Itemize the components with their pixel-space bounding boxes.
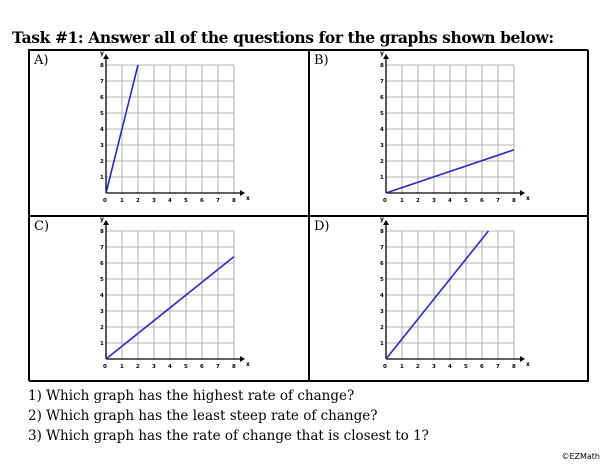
x-tick-label: 2 xyxy=(136,198,140,204)
x-tick-label: 8 xyxy=(232,198,236,204)
y-tick-label: 8 xyxy=(100,229,104,235)
x-tick-label: 4 xyxy=(168,364,172,370)
y-tick-label: 1 xyxy=(380,341,384,347)
y-tick-label: 8 xyxy=(380,63,384,69)
x-tick-label: 5 xyxy=(464,198,468,204)
y-tick-label: 1 xyxy=(100,341,104,347)
y-tick-label: 2 xyxy=(380,159,384,165)
y-tick-label: 6 xyxy=(100,95,104,101)
y-tick-label: 7 xyxy=(380,79,384,85)
graph-a xyxy=(30,51,308,215)
y-tick-label: 3 xyxy=(380,143,384,149)
graph-label-d: D) xyxy=(314,219,330,234)
x-tick-label: 3 xyxy=(432,364,436,370)
x-tick-label: 0 xyxy=(103,364,107,370)
x-tick-label: 0 xyxy=(383,198,387,204)
x-tick-label: 3 xyxy=(432,198,436,204)
questions-list xyxy=(28,386,429,446)
graph-c xyxy=(30,217,308,381)
x-tick-label: 6 xyxy=(200,364,204,370)
x-tick-label: 1 xyxy=(400,364,404,370)
x-tick-label: 1 xyxy=(400,198,404,204)
x-tick-label: 2 xyxy=(136,364,140,370)
y-tick-label: 1 xyxy=(100,175,104,181)
x-tick-label: 8 xyxy=(232,364,236,370)
question-2: 2) Which graph has the least steep rate of change? xyxy=(28,408,378,424)
x-axis-arrow xyxy=(520,356,525,362)
y-axis-label: y xyxy=(100,217,104,223)
x-tick-label: 0 xyxy=(103,198,107,204)
graph-d xyxy=(310,217,588,381)
x-tick-label: 4 xyxy=(448,364,452,370)
x-tick-label: 0 xyxy=(383,364,387,370)
x-tick-label: 6 xyxy=(480,198,484,204)
y-tick-label: 3 xyxy=(100,143,104,149)
x-tick-label: 6 xyxy=(200,198,204,204)
x-tick-label: 1 xyxy=(120,364,124,370)
y-axis-label: y xyxy=(380,51,384,57)
y-tick-label: 4 xyxy=(380,293,384,299)
y-axis-label: y xyxy=(380,217,384,223)
y-tick-label: 4 xyxy=(100,293,104,299)
x-axis-label: x xyxy=(246,195,250,202)
graph-panel-d xyxy=(309,216,589,382)
task-title: Task #1: Answer all of the questions for the graphs shown below: xyxy=(12,28,554,47)
graph-panel-a xyxy=(29,50,309,216)
y-axis-label: y xyxy=(100,51,104,57)
y-tick-label: 5 xyxy=(380,111,384,117)
graph-label-c: C) xyxy=(34,219,50,234)
y-tick-label: 4 xyxy=(100,127,104,133)
graph-b xyxy=(310,51,588,215)
x-tick-label: 5 xyxy=(184,364,188,370)
y-tick-label: 5 xyxy=(100,111,104,117)
x-axis-label: x xyxy=(526,361,530,368)
y-tick-label: 7 xyxy=(100,79,104,85)
x-tick-label: 2 xyxy=(416,198,420,204)
y-tick-label: 6 xyxy=(380,261,384,267)
graph-panel-b xyxy=(309,50,589,216)
x-tick-label: 7 xyxy=(216,364,220,370)
y-tick-label: 2 xyxy=(100,159,104,165)
y-tick-label: 6 xyxy=(100,261,104,267)
y-tick-label: 5 xyxy=(380,277,384,283)
x-tick-label: 3 xyxy=(152,364,156,370)
x-tick-label: 8 xyxy=(512,364,516,370)
y-tick-label: 6 xyxy=(380,95,384,101)
graphs-grid xyxy=(28,49,588,381)
graph-label-a: A) xyxy=(34,53,49,68)
y-tick-label: 8 xyxy=(380,229,384,235)
x-tick-label: 3 xyxy=(152,198,156,204)
x-tick-label: 4 xyxy=(448,198,452,204)
x-axis-label: x xyxy=(246,361,250,368)
x-tick-label: 7 xyxy=(496,198,500,204)
x-axis-arrow xyxy=(240,356,245,362)
x-tick-label: 2 xyxy=(416,364,420,370)
x-tick-label: 5 xyxy=(464,364,468,370)
y-tick-label: 7 xyxy=(100,245,104,251)
x-axis-arrow xyxy=(520,190,525,196)
credit-text: ©EZMath xyxy=(561,452,600,461)
y-tick-label: 3 xyxy=(100,309,104,315)
x-axis-arrow xyxy=(240,190,245,196)
x-tick-label: 1 xyxy=(120,198,124,204)
graph-label-b: B) xyxy=(314,53,329,68)
y-tick-label: 3 xyxy=(380,309,384,315)
y-tick-label: 8 xyxy=(100,63,104,69)
y-tick-label: 2 xyxy=(380,325,384,331)
x-tick-label: 8 xyxy=(512,198,516,204)
y-tick-label: 1 xyxy=(380,175,384,181)
question-1: 1) Which graph has the highest rate of change? xyxy=(28,388,355,404)
y-tick-label: 2 xyxy=(100,325,104,331)
x-tick-label: 6 xyxy=(480,364,484,370)
x-tick-label: 7 xyxy=(216,198,220,204)
y-tick-label: 7 xyxy=(380,245,384,251)
x-axis-label: x xyxy=(526,195,530,202)
x-tick-label: 7 xyxy=(496,364,500,370)
y-tick-label: 5 xyxy=(100,277,104,283)
x-tick-label: 4 xyxy=(168,198,172,204)
graph-panel-c xyxy=(29,216,309,382)
y-tick-label: 4 xyxy=(380,127,384,133)
x-tick-label: 5 xyxy=(184,198,188,204)
question-3: 3) Which graph has the rate of change that is closest to 1? xyxy=(28,428,429,444)
